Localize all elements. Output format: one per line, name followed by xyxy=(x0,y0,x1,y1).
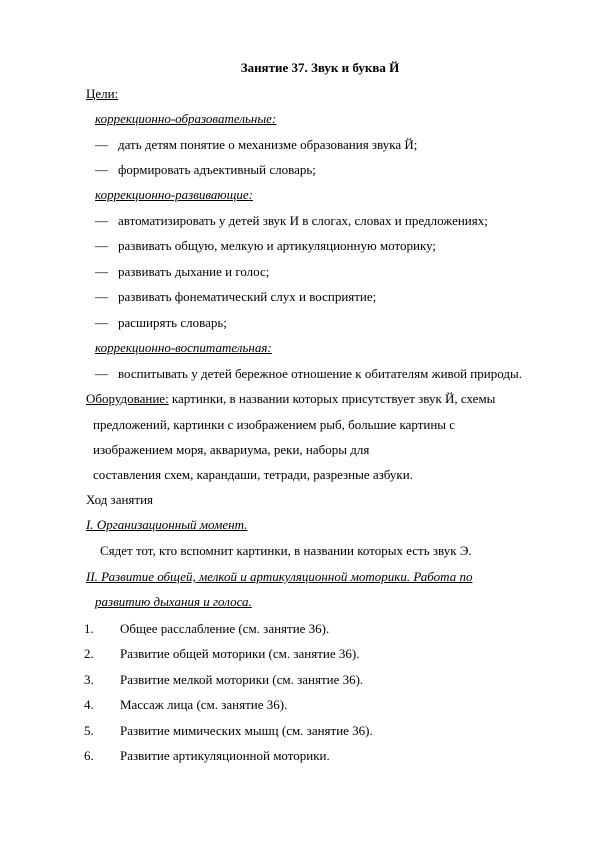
section-heading-upbringing: коррекционно-воспитательная: xyxy=(95,340,272,355)
dash-bullet: — xyxy=(95,213,108,228)
list-item-text: развивать фонематический слух и восприятие; xyxy=(118,289,377,304)
goals-label: Цели: xyxy=(86,86,119,101)
list-item-text: развивать общую, мелкую и артикуляционную моторику; xyxy=(118,238,437,253)
list-item-text: формировать адъективный словарь; xyxy=(118,162,316,177)
equipment-text: картинки, в названии которых присутствует звук Й, схемы xyxy=(168,391,496,406)
equipment-label: Оборудование: xyxy=(86,391,169,406)
dash-bullet: — xyxy=(95,315,108,330)
step-number: 6. xyxy=(84,748,94,763)
section-heading-developmental: коррекционно-развивающие: xyxy=(95,187,254,202)
part1-heading: I. Организационный момент. xyxy=(86,517,248,532)
course-heading: Ход занятия xyxy=(86,492,154,507)
equipment-line: составления схем, карандаши, тетради, разрезные азбуки. xyxy=(93,467,413,482)
step-number: 1. xyxy=(84,621,94,636)
step-text: Развитие мимических мышц (см. занятие 36). xyxy=(120,723,373,738)
list-item-text: дать детям понятие о механизме образования звука Й; xyxy=(118,137,418,152)
dash-bullet: — xyxy=(95,238,108,253)
step-number: 5. xyxy=(84,723,94,738)
equipment-paragraph xyxy=(86,391,495,407)
page-title: Занятие 37. Звук и буква Й xyxy=(240,60,400,75)
dash-bullet: — xyxy=(95,137,108,152)
dash-bullet: — xyxy=(95,264,108,279)
step-text: Развитие артикуляционной моторики. xyxy=(120,748,330,763)
list-item-text: расширять словарь; xyxy=(118,315,227,330)
part2-heading: II. Развитие общей, мелкой и артикуляционной моторики. Работа по xyxy=(86,569,473,584)
part2-heading-continued: развитию дыхания и голоса. xyxy=(95,594,252,609)
step-text: Развитие мелкой моторики (см. занятие 36). xyxy=(120,672,364,687)
dash-bullet: — xyxy=(95,289,108,304)
dash-bullet: — xyxy=(95,162,108,177)
step-text: Общее расслабление (см. занятие 36). xyxy=(120,621,330,636)
list-item-text: воспитывать у детей бережное отношение к обитателям живой природы. xyxy=(118,366,522,381)
section-heading-educational: коррекционно-образовательные: xyxy=(95,111,277,126)
dash-bullet: — xyxy=(95,366,108,381)
step-number: 4. xyxy=(84,697,94,712)
step-number: 2. xyxy=(84,646,94,661)
equipment-line: изображением моря, аквариума, реки, наборы для xyxy=(93,442,370,457)
step-text: Развитие общей моторики (см. занятие 36). xyxy=(120,646,360,661)
list-item-text: развивать дыхание и голос; xyxy=(118,264,270,279)
list-item-text: автоматизировать у детей звук И в слогах, словах и предложениях; xyxy=(118,213,488,228)
step-number: 3. xyxy=(84,672,94,687)
part1-text: Сядет тот, кто вспомнит картинки, в названии которых есть звук Э. xyxy=(100,543,472,558)
step-text: Массаж лица (см. занятие 36). xyxy=(120,697,288,712)
equipment-line: предложений, картинки с изображением рыб, большие картины с xyxy=(93,417,456,432)
